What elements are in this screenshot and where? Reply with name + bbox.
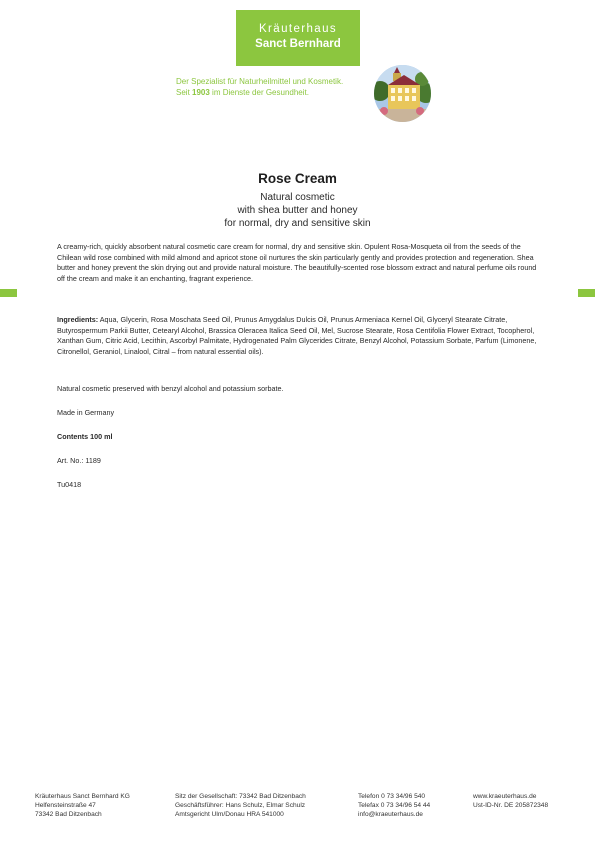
product-code: Tu0418 [57,480,82,489]
footer-phone: Telefon 0 73 34/96 540 [358,793,426,800]
brand-tagline [176,76,366,98]
made-in: Made in Germany [57,408,115,417]
preservation-note: Natural cosmetic preserved with benzyl alcohol and potassium sorbate. [57,384,284,393]
footer-fax: Telefax 0 73 34/96 54 44 [358,802,431,810]
brand-logo [236,10,360,66]
contents: Contents 100 ml [57,432,113,441]
article-number: Art. No.: 1189 [57,456,101,465]
product-subtitle-1: Natural cosmetic [260,192,335,203]
left-fold-mark [0,289,17,297]
footer-seat: Sitz der Gesellschaft: 73342 Bad Ditzenbach [175,793,306,800]
ingredients-list: Aqua, Glycerin, Rosa Moschata Seed Oil, Prunus Amygdalus Dulcis Oil, Prunus Armeniaca Kernel Oil, Glyceryl Stearate Citrate, Butyrospermum Parkii Butter, Cetearyl Alcohol, Brassica Oleracea Italica Seed Oil, Mel, Sucrose Stearate, Rosa Centifolia Flower Extract, Tocopherol, Xanthan Gum, Citric Acid, Lecithin, Ascorbyl Palmitate, Hydrogenated Palm Glycerides Citrate, Benzyl Alcohol, Potassium Sorbate, Parfum (Limonene, Citronellol, Geraniol, Linalool, Citral – from natural essential oils). [57,315,537,356]
ingredients-label: Ingredients: [57,315,99,324]
footer-vat-id: Ust-ID-Nr. DE 205872348 [473,802,549,810]
tagline-line2 [176,87,366,98]
footer-legal [175,792,306,820]
brand-name-line2: Sanct Bernhard [255,38,341,50]
footer-street: Helfensteinstraße 47 [35,802,96,810]
product-description: A creamy-rich, quickly absorbent natural cosmetic care cream for normal, dry and sensitive skin. Opulent Rosa-Mosqueta oil from the seeds of the Chilean wild rose combined with mild almond and apricot stone oil nurtures the skin particularly gently and provides protection and regeneration. Shea butter and honey prevent the skin drying out and provide natural moisture. The beautifully-scented rose blossom extract and natural perfume oils round off the cream and make it an enchanting, fragrant experience. [57,242,537,283]
tagline-line1: Der Spezialist für Naturheilmittel und Kosmetik. [176,77,344,86]
product-subtitle-3: for normal, dry and sensitive skin [224,218,371,229]
building-photo-image [374,65,431,122]
footer-website[interactable]: www.kraeuterhaus.de [473,793,537,800]
footer-company [35,792,130,820]
tagline-year: 1903 [192,88,210,97]
footer-company-name: Kräuterhaus Sanct Bernhard KG [35,793,130,800]
right-fold-mark [578,289,595,297]
footer-city: 73342 Bad Ditzenbach [35,811,102,819]
ingredients-paragraph [57,315,541,357]
footer-court: Amtsgericht Ulm/Donau HRA 541000 [175,811,284,819]
tagline-post: im Dienste der Gesundheit. [209,88,309,97]
brand-name-line1: Kräuterhaus [258,23,338,35]
tagline-pre: Seit [176,88,193,97]
product-subtitle-2: with shea butter and honey [237,205,358,216]
footer-web [473,792,548,810]
footer-managers: Geschäftsführer: Hans Schulz, Elmar Schulz [175,802,306,810]
footer-contact [358,792,430,820]
footer-email[interactable]: info@kraeuterhaus.de [358,811,423,819]
building-photo [374,65,431,122]
product-title: Rose Cream [258,171,337,186]
